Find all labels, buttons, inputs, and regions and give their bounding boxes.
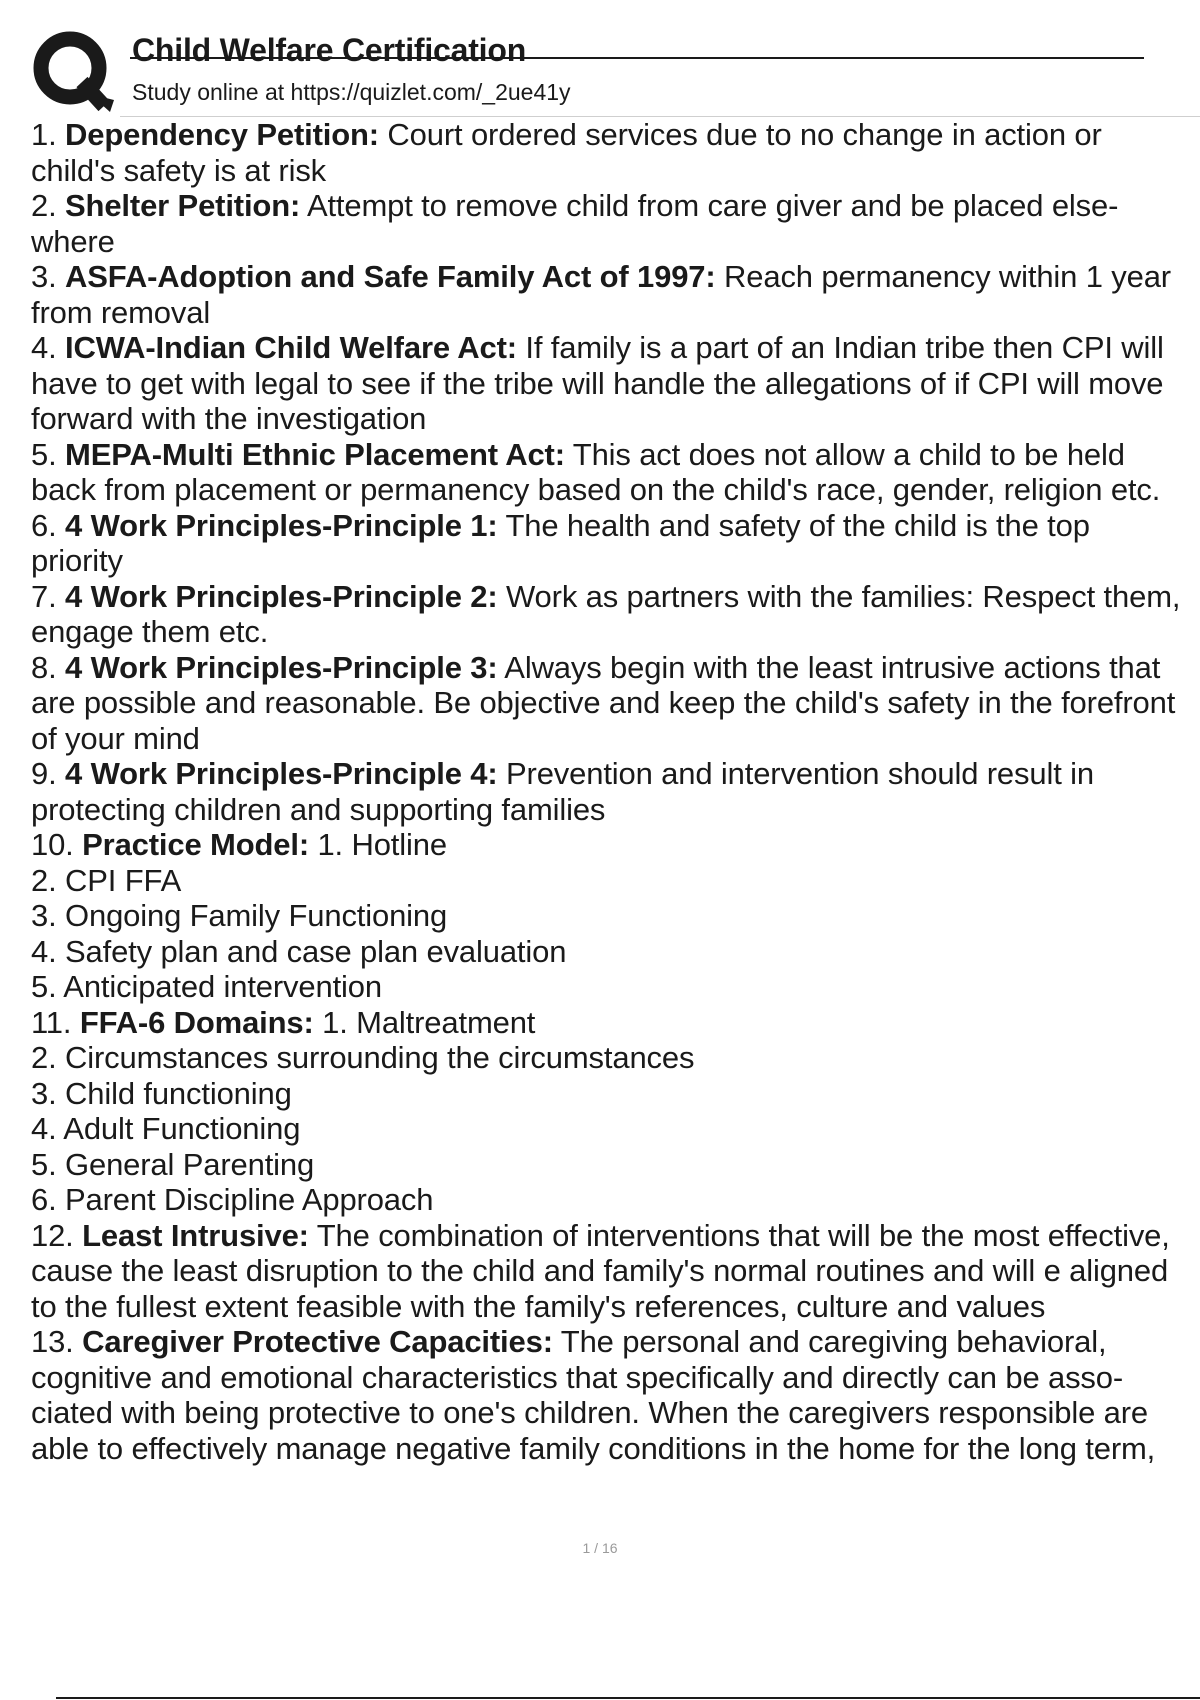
term-number: 11. bbox=[31, 1004, 72, 1040]
term-definition-line: 6. Parent Discipline Approach bbox=[31, 1182, 434, 1217]
term-first-line bbox=[31, 579, 1200, 615]
term-definition-line: 3. Child functioning bbox=[31, 1075, 292, 1111]
term-definition-line: back from placement or permanency based on the child's race, gender, religion etc. bbox=[31, 472, 1161, 507]
term-entry bbox=[31, 650, 1200, 757]
term-definition: Attempt to remove child from care giver and be placed else- bbox=[300, 188, 1119, 223]
term-title: Dependency Petition: bbox=[65, 117, 379, 152]
term-entry bbox=[31, 117, 1200, 188]
term-definition: Reach permanency within 1 year bbox=[715, 259, 1171, 294]
term-definition-line: from removal bbox=[31, 294, 211, 330]
term-definition: 1. Maltreatment bbox=[313, 1004, 536, 1040]
term-number: 6. bbox=[31, 507, 57, 543]
term-title: 4 Work Principles-Principle 1: bbox=[65, 507, 498, 543]
term-definition: 1. Hotline bbox=[309, 827, 447, 862]
term-number: 5. bbox=[31, 436, 57, 472]
term-definition: The health and safety of the child is the top bbox=[497, 507, 1090, 543]
term-definition-line: 2. Circumstances surrounding the circumstances bbox=[31, 1040, 695, 1075]
term-definition-line: 2. CPI FFA bbox=[31, 862, 182, 898]
term-number: 10. bbox=[31, 827, 74, 862]
term-title: 4 Work Principles-Principle 4: bbox=[65, 756, 498, 791]
term-number: 2. bbox=[31, 188, 57, 223]
quizlet-logo-icon bbox=[32, 30, 114, 112]
term-first-line bbox=[31, 188, 1200, 224]
term-title: ICWA-Indian Child Welfare Act: bbox=[65, 330, 517, 365]
term-definition: This act does not allow a child to be held bbox=[564, 436, 1125, 472]
term-title: Practice Model: bbox=[82, 827, 309, 862]
term-entry bbox=[31, 1324, 1200, 1466]
term-title: Least Intrusive: bbox=[82, 1217, 309, 1253]
term-title: Shelter Petition: bbox=[65, 188, 301, 223]
term-first-line bbox=[31, 508, 1200, 544]
term-number: 8. bbox=[31, 649, 57, 685]
term-entry bbox=[31, 437, 1200, 508]
term-definition-line: 4. Adult Functioning bbox=[31, 1111, 301, 1146]
term-definition-line: 4. Safety plan and case plan evaluation bbox=[31, 933, 567, 969]
study-online-link[interactable]: Study online at https://quizlet.com/_2ue41y bbox=[132, 79, 571, 105]
term-definition: The combination of interventions that will be the most effective, bbox=[308, 1217, 1170, 1253]
term-title: 4 Work Principles-Principle 3: bbox=[65, 649, 498, 685]
term-entry bbox=[31, 508, 1200, 579]
term-title: 4 Work Principles-Principle 2: bbox=[65, 578, 498, 614]
term-definition-line: protecting children and supporting families bbox=[31, 791, 606, 827]
term-title: FFA-6 Domains: bbox=[79, 1004, 314, 1040]
flashcard-term-list bbox=[31, 117, 1200, 1466]
term-entry bbox=[31, 579, 1200, 650]
term-definition-line: able to effectively manage negative family conditions in the home for the long term, bbox=[31, 1430, 1156, 1466]
term-first-line bbox=[31, 650, 1200, 686]
term-number: 7. bbox=[31, 578, 57, 614]
term-entry bbox=[31, 188, 1200, 259]
term-definition-line: where bbox=[31, 223, 115, 259]
term-definition: Court ordered services due to no change in action or bbox=[378, 117, 1102, 152]
term-definition-line: child's safety is at risk bbox=[31, 152, 327, 188]
term-definition-line: cognitive and emotional characteristics that specifically and directly can be asso- bbox=[31, 1359, 1124, 1395]
term-definition-line: ciated with being protective to one's children. When the caregivers responsible are bbox=[31, 1395, 1148, 1430]
term-definition-line: to the fullest extent feasible with the family's references, culture and values bbox=[31, 1288, 1046, 1324]
term-definition-line: 5. General Parenting bbox=[31, 1146, 315, 1182]
term-definition-line: have to get with legal to see if the tribe will handle the allegations of if CPI will move bbox=[31, 365, 1164, 401]
term-definition-line: 3. Ongoing Family Functioning bbox=[31, 898, 448, 933]
term-entry bbox=[31, 259, 1200, 330]
term-title: Caregiver Protective Capacities: bbox=[82, 1324, 553, 1359]
term-first-line bbox=[31, 259, 1200, 295]
term-number: 4. bbox=[31, 330, 57, 365]
term-definition-line: engage them etc. bbox=[31, 614, 269, 649]
term-first-line bbox=[31, 827, 1200, 863]
term-entry bbox=[31, 330, 1200, 437]
term-entry bbox=[31, 1005, 1200, 1218]
term-definition-line: of your mind bbox=[31, 720, 200, 756]
term-definition: Prevention and intervention should result in bbox=[497, 756, 1094, 791]
term-number: 1. bbox=[31, 117, 57, 152]
term-title: MEPA-Multi Ethnic Placement Act: bbox=[65, 436, 565, 472]
term-definition-line: cause the least disruption to the child and family's normal routines and will e aligned bbox=[31, 1253, 1169, 1288]
term-definition-line: are possible and reasonable. Be objective and keep the child's safety in the forefront bbox=[31, 685, 1176, 720]
term-definition: Work as partners with the families: Respect them, bbox=[497, 578, 1181, 614]
page-indicator: 1 / 16 bbox=[582, 1540, 618, 1556]
term-first-line bbox=[31, 756, 1200, 792]
term-number: 9. bbox=[31, 756, 57, 791]
term-first-line bbox=[31, 437, 1200, 473]
term-entry bbox=[31, 827, 1200, 1005]
term-definition: If family is a part of an Indian tribe then CPI will bbox=[516, 330, 1164, 365]
term-entry bbox=[31, 756, 1200, 827]
term-definition-line: 5. Anticipated intervention bbox=[31, 969, 382, 1004]
term-first-line bbox=[31, 1005, 1200, 1041]
term-number: 12. bbox=[31, 1217, 74, 1253]
footer-rule bbox=[56, 1697, 1200, 1699]
term-number: 3. bbox=[31, 259, 57, 294]
document-title: Child Welfare Certification bbox=[132, 32, 527, 68]
term-definition-line: priority bbox=[31, 543, 123, 578]
term-title: ASFA-Adoption and Safe Family Act of 1997: bbox=[65, 259, 716, 294]
term-definition-line: forward with the investigation bbox=[31, 401, 427, 436]
term-first-line bbox=[31, 1218, 1200, 1254]
term-definition: Always begin with the least intrusive actions that bbox=[497, 649, 1161, 685]
term-number: 13. bbox=[31, 1324, 74, 1359]
document-header bbox=[0, 0, 1200, 118]
term-entry bbox=[31, 1218, 1200, 1325]
term-first-line bbox=[31, 330, 1200, 366]
term-definition: The personal and caregiving behavioral, bbox=[552, 1324, 1107, 1359]
term-first-line bbox=[31, 1324, 1200, 1360]
term-first-line bbox=[31, 117, 1200, 153]
